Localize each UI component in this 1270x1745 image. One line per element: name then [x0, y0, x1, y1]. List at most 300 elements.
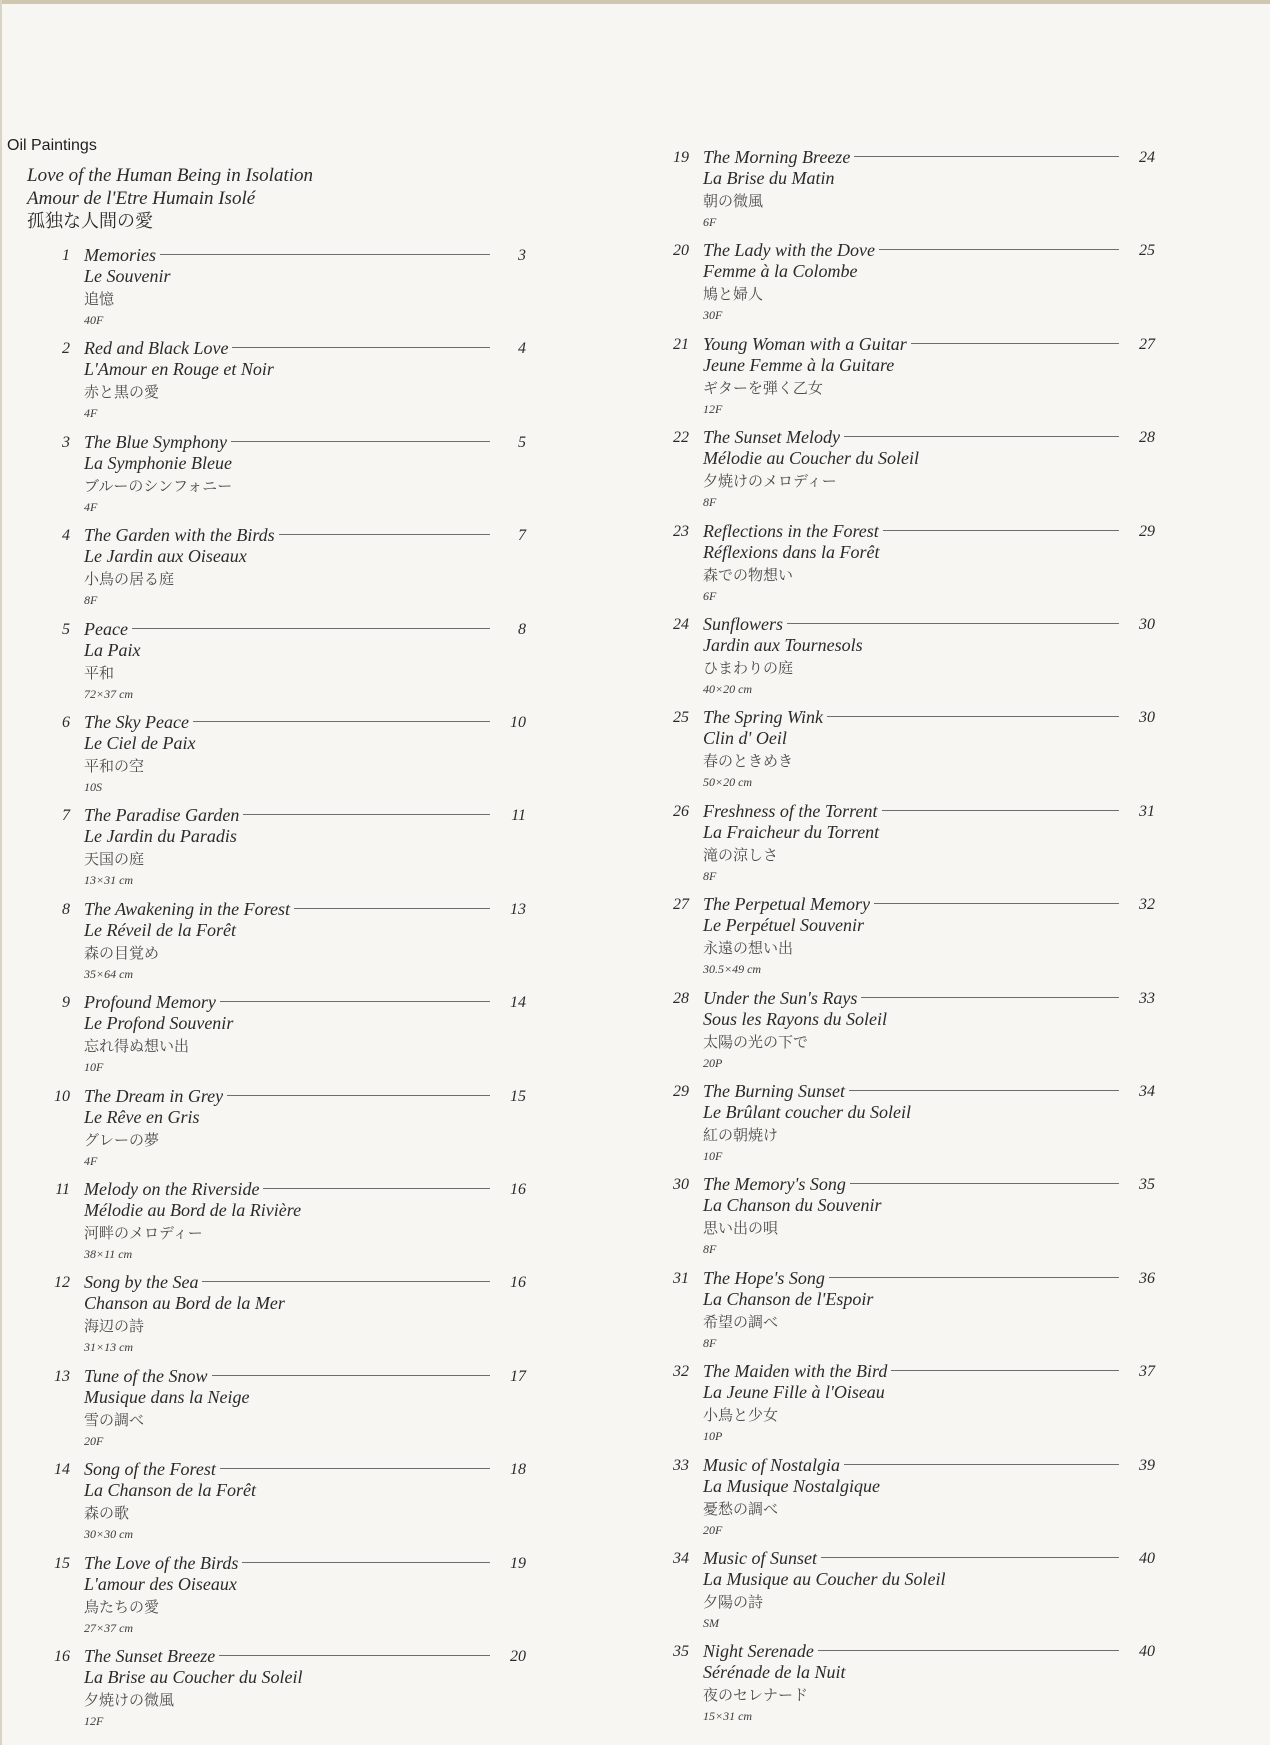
- entry-page-number: 40: [1139, 1550, 1155, 1567]
- entry-size: 13×31 cm: [84, 873, 134, 888]
- catalogue-entry: [55, 1179, 530, 1269]
- entry-size: 20F: [84, 1433, 104, 1448]
- entry-size: 12F: [703, 401, 723, 416]
- catalogue-entry: [673, 1267, 1159, 1358]
- catalogue-entry: [62, 898, 530, 989]
- entry-title-ja: 希望の調べ: [703, 1312, 779, 1331]
- entry-number: 12: [54, 1274, 70, 1292]
- entry-title-ja: 平和の空: [84, 757, 145, 775]
- entry-title-line: [84, 805, 490, 826]
- entry-size: 8F: [703, 1335, 717, 1350]
- entry-title-line: [703, 1081, 1119, 1102]
- entry-size: 20F: [703, 1522, 723, 1537]
- leader-line: [879, 249, 1119, 250]
- leader-line: [160, 254, 490, 255]
- entry-title: Melody on the Riverside: [84, 1179, 260, 1199]
- entry-title-fr: Femme à la Colombe: [703, 261, 858, 282]
- entry-size: 35×64 cm: [84, 966, 134, 981]
- entry-page-number: 33: [1139, 989, 1155, 1007]
- entry-title-ja: ギターを弾く乙女: [703, 378, 823, 397]
- entry-title-fr: Le Profond Souvenir: [84, 1013, 234, 1034]
- entry-title-line: [84, 1459, 490, 1480]
- entry-title-ja: 天国の庭: [84, 850, 145, 869]
- entry-title: Song by the Sea: [84, 1272, 199, 1293]
- entry-title-line: [84, 432, 490, 453]
- entry-size: 27×37 cm: [84, 1620, 134, 1635]
- entry-title-fr: Clin d' Oeil: [703, 728, 787, 749]
- entry-size: 8F: [703, 1242, 717, 1257]
- entry-title-ja: 鳩と婦人: [703, 285, 764, 304]
- entry-number: 29: [673, 1083, 689, 1100]
- page-top-edge: [0, 0, 1270, 4]
- entry-title-line: [703, 707, 1119, 728]
- entry-title-fr: Jeune Femme à la Guitare: [703, 354, 895, 375]
- entry-title-line: [703, 894, 1119, 915]
- entry-number: 5: [62, 620, 70, 638]
- entry-size: 10S: [84, 780, 102, 794]
- entry-size: 4F: [84, 1153, 98, 1168]
- entry-page-number: 8: [518, 620, 526, 638]
- entry-title: The Sunset Melody: [703, 427, 840, 448]
- catalogue-entry: [62, 712, 530, 802]
- catalogue-entry: [54, 1646, 530, 1736]
- entry-title: Profound Memory: [84, 992, 216, 1013]
- entry-size: 38×11 cm: [84, 1247, 133, 1261]
- section-heading: Oil Paintings: [7, 137, 97, 154]
- entry-number: 14: [54, 1461, 70, 1479]
- entry-number: 22: [673, 429, 689, 447]
- entry-title: The Garden with the Birds: [84, 525, 275, 546]
- leader-line: [243, 814, 490, 815]
- entry-title-line: [84, 992, 490, 1013]
- entry-size: 10F: [703, 1149, 723, 1163]
- catalogue-entry: [62, 431, 530, 522]
- series-title-en: Love of the Human Being in Isolation: [27, 165, 314, 186]
- entry-title-ja: 憂愁の調べ: [703, 1499, 779, 1518]
- entry-page-number: 36: [1139, 1269, 1155, 1287]
- entry-title-fr: Jardin aux Tournesols: [703, 635, 863, 655]
- entry-title-ja: 雪の調べ: [84, 1410, 145, 1429]
- entry-size: 20P: [703, 1055, 723, 1070]
- entry-size: SM: [703, 1616, 719, 1630]
- entry-size: 4F: [84, 406, 98, 421]
- leader-line: [821, 1557, 1119, 1558]
- entry-title-ja: 朝の微風: [703, 192, 764, 210]
- entry-number: 28: [673, 989, 689, 1007]
- entry-page-number: 13: [510, 900, 526, 918]
- entry-title-ja: 森の歌: [84, 1504, 130, 1523]
- entry-title-line: [84, 1553, 490, 1574]
- entry-title: Reflections in the Forest: [703, 520, 879, 541]
- entry-title-line: [703, 427, 1119, 448]
- entry-title-line: [84, 1646, 490, 1667]
- entry-title-ja: 小鳥の居る庭: [84, 570, 175, 589]
- entry-title-ja: 海辺の詩: [84, 1317, 145, 1336]
- entry-number: 8: [62, 900, 70, 918]
- entry-number: 35: [673, 1643, 689, 1661]
- entry-title-ja: 鳥たちの愛: [84, 1597, 160, 1616]
- entry-title-fr: L'Amour en Rouge et Noir: [84, 359, 274, 380]
- entry-title-ja: 思い出の唄: [703, 1219, 779, 1238]
- entry-number: 1: [62, 247, 70, 264]
- entry-title: The Sky Peace: [84, 712, 189, 732]
- entry-title: Freshness of the Torrent: [703, 800, 878, 821]
- entry-number: 4: [62, 527, 70, 545]
- entry-title-ja: 赤と黒の愛: [84, 383, 160, 402]
- entry-title-line: [703, 147, 1119, 168]
- entry-page-number: 35: [1139, 1176, 1155, 1194]
- entry-page-number: 16: [510, 1274, 526, 1292]
- entry-title-line: [703, 1548, 1119, 1569]
- entry-title-ja: ブルーのシンフォニー: [84, 476, 233, 495]
- entry-page-number: 30: [1139, 616, 1155, 633]
- entry-size: 15×31 cm: [703, 1709, 753, 1724]
- entry-size: 8F: [703, 495, 717, 510]
- leader-line: [844, 1464, 1119, 1465]
- leader-line: [861, 997, 1119, 998]
- entry-title: The Paradise Garden: [84, 805, 240, 826]
- entry-title-line: [703, 1641, 1119, 1662]
- entry-title-fr: La Jeune Fille à l'Oiseau: [703, 1382, 885, 1403]
- entry-title: The Maiden with the Bird: [703, 1361, 888, 1382]
- entry-title-fr: Le Jardin aux Oiseaux: [84, 546, 247, 567]
- leader-line: [231, 441, 490, 442]
- leader-line: [891, 1370, 1119, 1371]
- entry-page-number: 29: [1139, 522, 1155, 540]
- entry-page-number: 7: [518, 527, 526, 545]
- entry-page-number: 11: [511, 807, 526, 825]
- entry-page-number: 34: [1139, 1083, 1155, 1100]
- entry-title-ja: 永遠の想い出: [703, 939, 794, 958]
- entry-title-line: [703, 1361, 1119, 1382]
- entry-page-number: 39: [1139, 1456, 1155, 1474]
- entry-number: 9: [62, 994, 70, 1012]
- entry-title-line: [703, 240, 1119, 261]
- entry-title-line: [84, 525, 490, 546]
- catalogue-entry: [62, 245, 530, 335]
- catalogue-entry: [62, 992, 530, 1082]
- entry-page-number: 17: [510, 1367, 526, 1385]
- entry-number: 31: [673, 1269, 689, 1287]
- entry-page-number: 16: [510, 1181, 526, 1198]
- entry-title-fr: Le Perpétuel Souvenir: [703, 915, 864, 936]
- series-title-fr: Amour de l'Etre Humain Isolé: [27, 188, 256, 209]
- entry-title-fr: La Brise au Coucher du Soleil: [84, 1667, 303, 1687]
- leader-line: [874, 903, 1119, 904]
- entry-title-line: [84, 338, 490, 359]
- entry-title-line: [703, 334, 1119, 355]
- entry-size: 30×30 cm: [84, 1527, 134, 1542]
- entry-page-number: 25: [1139, 242, 1155, 260]
- entry-title: Under the Sun's Rays: [703, 987, 858, 1008]
- entry-title-ja: 河畔のメロディー: [84, 1224, 203, 1242]
- entry-number: 33: [673, 1456, 689, 1474]
- entry-title-fr: Le Souvenir: [84, 266, 171, 286]
- entry-title: The Burning Sunset: [703, 1081, 845, 1101]
- entry-size: 8F: [703, 868, 717, 883]
- entry-title-fr: La Fraicheur du Torrent: [703, 821, 880, 842]
- entry-title: Memories: [84, 245, 156, 265]
- entry-page-number: 19: [510, 1554, 526, 1572]
- entry-size: 40F: [84, 313, 104, 327]
- entry-size: 30.5×49 cm: [703, 962, 762, 977]
- entry-page-number: 32: [1139, 896, 1155, 914]
- entry-title-line: [703, 1174, 1119, 1195]
- entry-size: 40×20 cm: [703, 682, 753, 696]
- entry-title-fr: Le Jardin du Paradis: [84, 826, 237, 847]
- entry-number: 19: [673, 149, 689, 166]
- leader-line: [242, 1562, 490, 1563]
- leader-line: [911, 343, 1119, 344]
- leader-line: [844, 436, 1119, 437]
- entry-title: Red and Black Love: [84, 338, 229, 359]
- entry-page-number: 3: [518, 247, 526, 264]
- leader-line: [227, 1095, 490, 1096]
- catalogue-entry: [54, 1365, 530, 1456]
- entry-title-fr: Sous les Rayons du Soleil: [703, 1008, 887, 1029]
- entry-title-ja: 夜のセレナード: [703, 1686, 809, 1705]
- catalogue-entry: [673, 1641, 1159, 1731]
- entry-number: 24: [673, 616, 689, 633]
- entry-title-fr: La Symphonie Bleue: [84, 452, 232, 473]
- entry-title-fr: Réflexions dans la Forêt: [703, 541, 880, 562]
- entry-title: Night Serenade: [703, 1641, 814, 1662]
- entry-size: 50×20 cm: [703, 775, 753, 790]
- entry-size: 4F: [84, 499, 98, 514]
- entry-title: The Lady with the Dove: [703, 240, 875, 261]
- catalogue-entry: [673, 800, 1159, 891]
- entry-title-line: [84, 1272, 490, 1293]
- entry-title: The Memory's Song: [703, 1174, 846, 1195]
- entry-page-number: 27: [1139, 335, 1155, 353]
- entry-title-ja: 滝の涼しさ: [703, 845, 779, 864]
- entry-number: 7: [62, 807, 70, 825]
- leader-line: [854, 156, 1119, 157]
- entry-title-ja: 追憶: [84, 290, 115, 308]
- leader-line: [202, 1281, 490, 1282]
- entry-number: 32: [673, 1363, 689, 1381]
- entry-title-ja: 太陽の光の下で: [703, 1032, 809, 1051]
- entry-number: 10: [54, 1087, 70, 1105]
- catalogue-entry: [62, 525, 530, 615]
- entry-title-fr: Le Réveil de la Forêt: [84, 919, 236, 940]
- entry-title-fr: La Brise du Matin: [703, 168, 835, 188]
- entry-title-fr: La Chanson de la Forêt: [84, 1480, 257, 1501]
- entry-title-fr: La Musique Nostalgique: [703, 1475, 881, 1496]
- entry-title: Music of Nostalgia: [703, 1454, 841, 1475]
- entry-number: 2: [62, 340, 70, 358]
- entry-title-fr: Chanson au Bord de la Mer: [84, 1293, 285, 1314]
- catalogue-entry: [673, 333, 1159, 424]
- entry-title-fr: Mélodie au Bord de la Rivière: [84, 1200, 302, 1220]
- entry-size: 12F: [84, 1714, 104, 1728]
- entry-number: 11: [55, 1181, 70, 1198]
- catalogue-entry: [673, 520, 1159, 611]
- leader-line: [829, 1277, 1119, 1278]
- entry-title: The Perpetual Memory: [703, 894, 870, 915]
- leader-line: [818, 1650, 1119, 1651]
- entry-title: The Morning Breeze: [703, 147, 851, 167]
- entry-page-number: 37: [1139, 1363, 1155, 1381]
- entry-number: 25: [673, 709, 689, 727]
- entry-number: 26: [673, 802, 689, 820]
- entry-page-number: 20: [510, 1648, 526, 1665]
- entry-number: 30: [673, 1176, 689, 1194]
- entry-number: 21: [673, 335, 689, 353]
- catalogue-entry: [673, 1548, 1159, 1638]
- entry-size: 72×37 cm: [84, 686, 134, 701]
- entry-number: 27: [673, 896, 689, 914]
- entry-number: 34: [673, 1550, 689, 1567]
- leader-line: [883, 530, 1119, 531]
- entry-page-number: 30: [1139, 709, 1155, 727]
- catalogue-entry: [673, 147, 1159, 237]
- leader-line: [827, 716, 1119, 717]
- entry-title-line: [84, 245, 490, 266]
- entry-title: Tune of the Snow: [84, 1365, 208, 1386]
- entry-title-fr: Musique dans la Neige: [84, 1386, 250, 1407]
- entry-title: Sunflowers: [703, 614, 784, 634]
- entry-title-fr: Mélodie au Coucher du Soleil: [703, 448, 919, 469]
- catalogue-entry: [673, 427, 1159, 517]
- catalogue-entry: [54, 1272, 530, 1362]
- entry-title: Peace: [84, 618, 128, 639]
- leader-line: [882, 810, 1119, 811]
- entry-page-number: 10: [510, 714, 526, 731]
- entry-page-number: 40: [1139, 1643, 1155, 1661]
- leader-line: [263, 1188, 490, 1189]
- entry-title-ja: 夕焼けのメロディー: [703, 472, 837, 491]
- catalogue-entry: [673, 614, 1159, 704]
- entry-title-fr: La Chanson de l'Espoir: [703, 1288, 874, 1309]
- entry-title-fr: L'amour des Oiseaux: [84, 1573, 237, 1594]
- catalogue-entry: [62, 618, 530, 709]
- entry-title-line: [84, 1366, 490, 1387]
- entry-title-line: [84, 712, 490, 733]
- catalogue-entry: [62, 805, 530, 895]
- entry-title: The Love of the Birds: [84, 1552, 239, 1573]
- entry-size: 10F: [84, 1060, 104, 1075]
- entry-title-line: [703, 801, 1119, 822]
- entry-number: 3: [62, 433, 70, 451]
- catalogue-entry: [62, 338, 530, 428]
- entry-title-line: [703, 614, 1119, 635]
- entry-title-fr: Le Ciel de Paix: [84, 733, 196, 753]
- leader-line: [294, 908, 490, 909]
- entry-size: 6F: [703, 215, 717, 229]
- entry-size: 31×13 cm: [84, 1340, 134, 1355]
- series-title-ja: 孤独な人間の愛: [27, 211, 153, 231]
- entry-title: Young Woman with a Guitar: [703, 333, 907, 354]
- leader-line: [220, 1001, 490, 1002]
- catalogue-entry: [673, 707, 1159, 797]
- series-heading: [27, 164, 313, 233]
- entry-title-ja: グレーの夢: [84, 1130, 160, 1149]
- catalogue-entry: [673, 1454, 1159, 1545]
- entry-title-fr: La Chanson du Souvenir: [703, 1195, 882, 1216]
- entry-title: The Hope's Song: [703, 1267, 825, 1288]
- entry-page-number: 31: [1139, 802, 1155, 820]
- page-left-edge: [0, 0, 2, 1745]
- entry-size: 10P: [703, 1429, 723, 1444]
- leader-line: [132, 628, 490, 629]
- entry-title: The Sunset Breeze: [84, 1646, 216, 1666]
- entry-title-fr: La Musique au Coucher du Soleil: [703, 1569, 946, 1589]
- catalogue-entry: [673, 1174, 1159, 1264]
- entry-title: Song of the Forest: [84, 1459, 216, 1480]
- entry-title-fr: La Paix: [84, 639, 141, 660]
- catalogue-entry: [54, 1459, 530, 1549]
- leader-line: [850, 1183, 1119, 1184]
- entry-title: The Blue Symphony: [84, 431, 227, 452]
- entry-title-fr: Le Brûlant coucher du Soleil: [703, 1102, 911, 1122]
- entry-title-line: [703, 988, 1119, 1009]
- entry-number: 16: [54, 1648, 70, 1665]
- entry-title-line: [84, 899, 490, 920]
- entry-title-line: [703, 1455, 1119, 1476]
- entry-title-line: [84, 619, 490, 640]
- entry-title-ja: 忘れ得ぬ想い出: [84, 1037, 190, 1056]
- entry-page-number: 4: [518, 340, 526, 358]
- entry-page-number: 18: [510, 1461, 526, 1479]
- leader-line: [849, 1090, 1119, 1091]
- catalogue-entry: [673, 1361, 1159, 1451]
- entry-title-ja: 森の目覚め: [84, 943, 160, 962]
- entry-page-number: 28: [1139, 429, 1155, 447]
- catalogue-entry: [673, 240, 1159, 330]
- entry-title-line: [84, 1179, 490, 1200]
- leader-line: [219, 1655, 490, 1656]
- entry-title: The Spring Wink: [703, 707, 823, 728]
- entry-title-ja: 紅の朝焼け: [703, 1126, 779, 1144]
- catalogue-entry: [673, 894, 1159, 984]
- leader-line: [787, 623, 1119, 624]
- catalogue-entry: [673, 1081, 1159, 1171]
- entry-title-fr: Le Rêve en Gris: [84, 1106, 200, 1127]
- entry-title-line: [84, 1086, 490, 1107]
- entry-title-line: [703, 1268, 1119, 1289]
- entry-title-ja: 夕陽の詩: [703, 1593, 764, 1611]
- entry-title-ja: 夕焼けの微風: [84, 1691, 175, 1709]
- entry-number: 15: [54, 1554, 70, 1572]
- catalogue-entry: [54, 1552, 530, 1643]
- leader-line: [193, 721, 490, 722]
- entry-page-number: 15: [510, 1087, 526, 1105]
- entry-title-ja: 春のときめき: [703, 752, 794, 771]
- entry-page-number: 24: [1139, 149, 1155, 166]
- entry-size: 30F: [703, 308, 723, 323]
- entry-size: 8F: [84, 593, 98, 608]
- entry-title: The Awakening in the Forest: [84, 898, 290, 919]
- entry-title-ja: 平和: [84, 663, 115, 682]
- entry-title-ja: ひまわりの庭: [703, 659, 794, 677]
- entry-page-number: 14: [510, 994, 526, 1012]
- leader-line: [279, 534, 490, 535]
- entry-title: Music of Sunset: [703, 1548, 817, 1568]
- entry-title-fr: Sérénade de la Nuit: [703, 1662, 846, 1683]
- entry-number: 6: [62, 714, 70, 731]
- entry-title-line: [703, 521, 1119, 542]
- catalogue-entry: [54, 1085, 530, 1176]
- entry-page-number: 5: [518, 433, 526, 451]
- entry-number: 23: [673, 522, 689, 540]
- catalogue-entry: [673, 987, 1159, 1078]
- entry-number: 20: [673, 242, 689, 260]
- entry-title-ja: 小鳥と少女: [703, 1406, 779, 1425]
- entry-size: 6F: [703, 588, 717, 603]
- leader-line: [232, 347, 490, 348]
- leader-line: [220, 1468, 490, 1469]
